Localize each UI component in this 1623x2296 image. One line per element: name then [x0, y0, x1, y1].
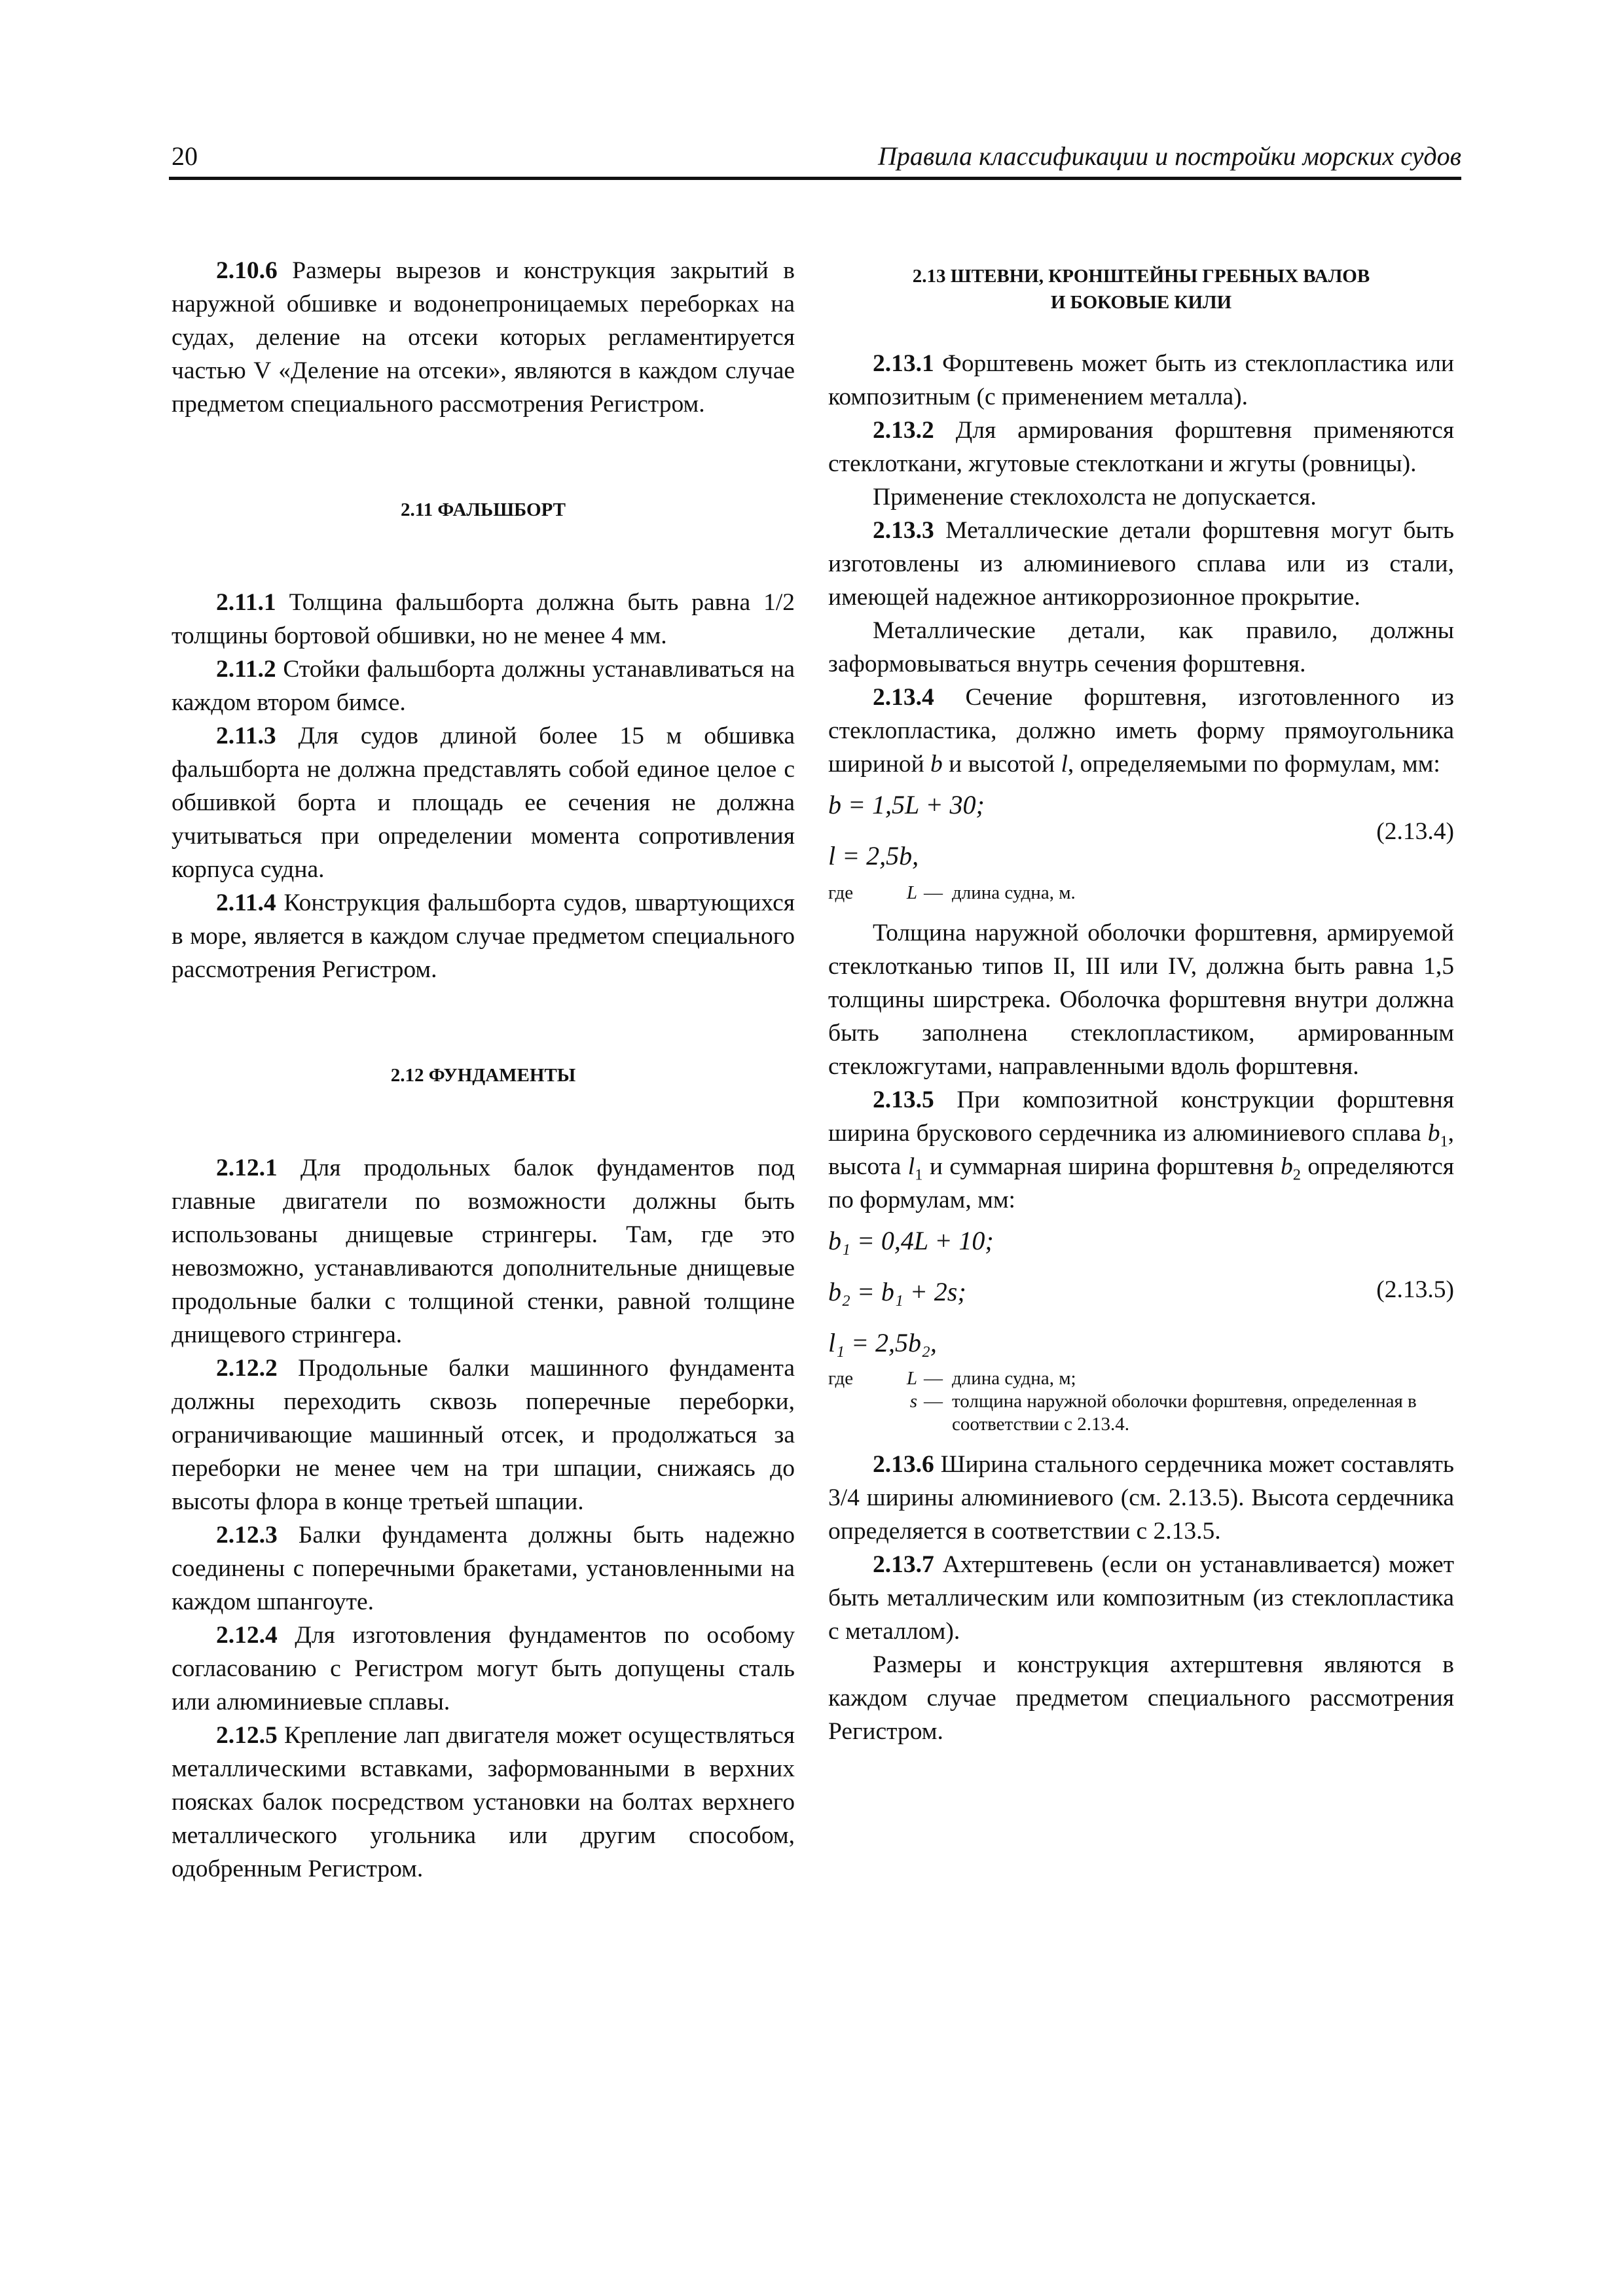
paragraph-2-13-1: 2.13.1 Форштевень может быть из стеклопластика или композитным (с применением металла).	[828, 350, 1454, 410]
right-column	[828, 254, 1454, 1748]
paragraph-2-12-5: 2.12.5 Крепление лап двигателя может осуществляться металлическими вставками, заформованными в верхних поясках балок посредством установки на болтах верхнего металлического угольника или другим способом, одобренным Регистром.	[172, 1722, 795, 1882]
paragraph-2-13-3-note: Металлические детали, как правило, должны заформовываться внутрь сечения форштевня.	[828, 617, 1454, 677]
paragraph-2-13-7: 2.13.7 Ахтерштевень (если он устанавливается) может быть металлическим или композитным (из стеклопластика с металлом).	[828, 1551, 1454, 1645]
paragraph-2-13-6: 2.13.6 Ширина стального сердечника может составлять 3/4 ширины алюминиевого (см. 2.13.5). Высота сердечника определяется в соответствии с 2.13.5.	[828, 1451, 1454, 1545]
formula-legend: где L — длина судна, м.	[828, 882, 1076, 903]
paragraph-2-13-7-note: Размеры и конструкция ахтерштевня являются в каждом случае предметом специального рассмотрения Регистром.	[828, 1651, 1454, 1745]
formula-2-13-4	[828, 786, 1454, 875]
paragraph-2-13-5: 2.13.5 При композитной конструкции форштевня ширина брускового сердечника из алюминиевого сплава $b_1$, высота $l_1$ и суммарная ширина форштевня $b_2$ определяются по формулам, мм:	[828, 1086, 1455, 1213]
formula-line: b₁ = 0,4L + 10;	[828, 1226, 994, 1255]
paragraph-2-13-2-note: Применение стеклохолста не допускается.	[873, 484, 1317, 511]
paragraph-2-13-2: 2.13.2 Для армирования форштевня применяются стеклоткани, жгутовые стеклоткани и жгуты (ровницы).	[828, 417, 1454, 477]
formula-line: b₂ = b₁ + 2s;	[828, 1277, 966, 1306]
paragraph-2-11-1: 2.11.1 Толщина фальшборта должна быть равна 1/2 толщины бортовой обшивки, но не менее 4 мм.	[172, 589, 795, 649]
formula-2-13-5	[828, 1222, 1454, 1362]
page-number: 20	[172, 141, 198, 171]
section-heading-2-12: 2.12 ФУНДАМЕНТЫ	[390, 1065, 576, 1086]
paragraph-2-12-4: 2.12.4 Для изготовления фундаментов по особому согласованию с Регистром могут быть допущены сталь или алюминиевые сплавы.	[172, 1622, 795, 1715]
left-column	[172, 254, 795, 1886]
header-rule	[169, 177, 1461, 180]
paragraph-2-11-4: 2.11.4 Конструкция фальшборта судов, швартующихся в море, является в каждом случае предметом специального рассмотрения Регистром.	[172, 889, 795, 983]
paragraph-2-10-6: 2.10.6 Размеры вырезов и конструкция закрытий в наружной обшивке и водонепроницаемых переборках на судах, деление на отсеки которых регламентируется частью V «Деление на отсеки», являются в каждом случае предметом специального рассмотрения Регистром.	[172, 257, 795, 418]
formula-line: l = 2,5b,	[828, 841, 919, 870]
section-heading-2-11: 2.11 ФАЛЬШБОРТ	[401, 499, 566, 520]
paragraph-2-11-2: 2.11.2 Стойки фальшборта должны устанавливаться на каждом втором бимсе.	[172, 656, 795, 716]
formula-legend: где L — длина судна, м; s — толщина наружной оболочки форштевня, определенная в соответствии с 2.13.4.	[828, 1368, 1417, 1435]
paragraph-2-12-3: 2.12.3 Балки фундамента должны быть надежно соединены с поперечными бракетами, установленными на каждом шпангоуте.	[172, 1522, 795, 1615]
formula-line: l₁ = 2,5b₂,	[828, 1328, 937, 1357]
equation-number: (2.13.4)	[1376, 818, 1454, 845]
equation-number: (2.13.5)	[1376, 1276, 1454, 1303]
section-heading-2-13: 2.13 ШТЕВНИ, КРОНШТЕЙНЫ ГРЕБНЫХ ВАЛОВ И БОКОВЫЕ КИЛИ	[912, 266, 1370, 313]
paragraph-2-12-2: 2.12.2 Продольные балки машинного фундамента должны переходить сквозь поперечные переборки, ограничивающие машинный отсек, и продолжаться за переборки не менее чем на три шпации, снижаясь до высоты флора в конце третьей шпации.	[172, 1355, 795, 1515]
paragraph-2-11-3: 2.11.3 Для судов длиной более 15 м обшивка фальшборта не должна представлять собой единое целое с обшивкой борта и площадь ее сечения не должна учитываться при определении момента сопротивления корпуса судна.	[172, 723, 795, 883]
running-title: Правила классификации и постройки морских судов	[877, 141, 1461, 171]
paragraph-2-12-1: 2.12.1 Для продольных балок фундаментов под главные двигатели по возможности должны быть использованы днищевые стрингеры. Там, где это невозможно, устанавливаются дополнительные днищевые продольные балки с толщиной стенки, равной толщине днищевого стрингера.	[172, 1155, 795, 1348]
paragraph-2-13-3: 2.13.3 Металлические детали форштевня могут быть изготовлены из алюминиевого сплава или из стали, имеющей надежное антикоррозионное прокрытие.	[828, 517, 1454, 611]
paragraph-2-13-4: 2.13.4 Сечение форштевня, изготовленного из стеклопластика, должно иметь форму прямоугольника шириной b и высотой l, определяемыми по формулам, мм:	[828, 684, 1454, 778]
formula-line: b = 1,5L + 30;	[828, 790, 985, 819]
paragraph-2-13-4-note: Толщина наружной оболочки форштевня, армируемой стеклотканью типов II, III или IV, должна быть равна 1,5 толщины ширстрека. Оболочка форштевня внутри должна быть заполнена стеклопластиком, армированным стекложгутами, направленными вдоль форштевня.	[828, 920, 1454, 1080]
